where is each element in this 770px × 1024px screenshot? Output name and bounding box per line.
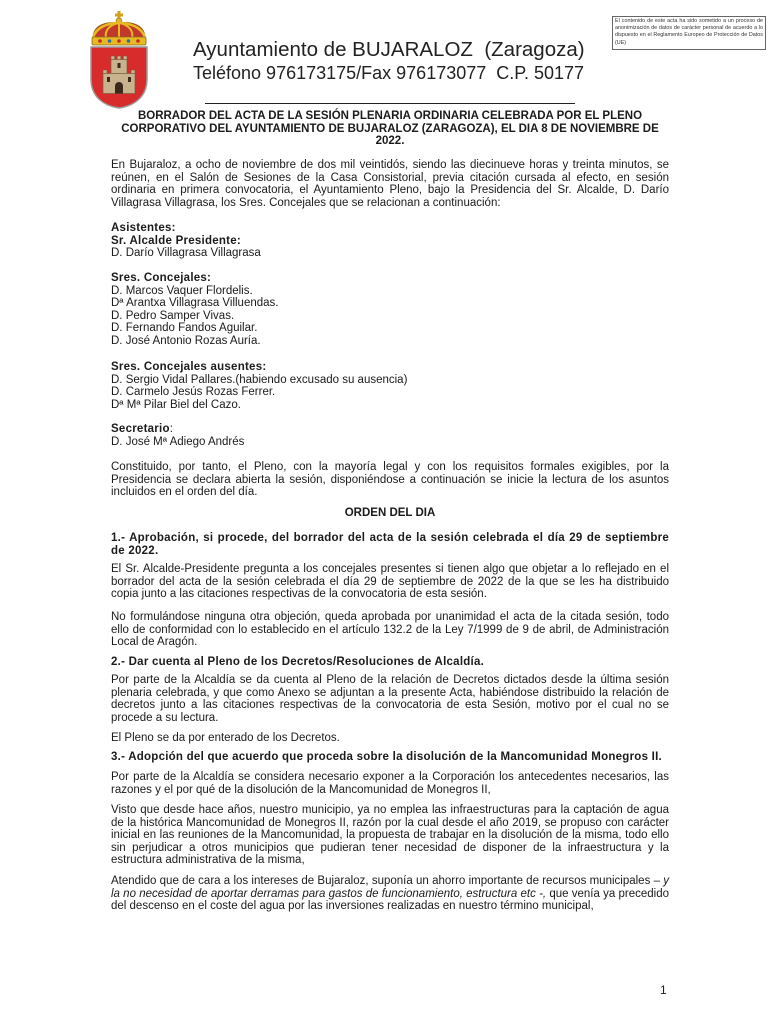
intro-paragraph: En Bujaraloz, a ocho de noviembre de dos mil veintidós, siendo las diecinueve horas y treinta minutos, se reúnen, en el Salón de Sesiones de la Casa Consistorial, previa citación cursada al efecto, en sesión ordinaria en primera convocatoria, el Ayuntamiento Pleno, bajo la Presidencia del Sr. Alcalde, D. Darío Villagrasa Villagrasa, los Sres. Concejales que se relacionan a continuación:: [111, 159, 669, 209]
secretary-heading-colon: :: [169, 423, 173, 435]
agenda-item-3-heading: 3.- Adopción del que acuerdo que proceda sobre la disolución de la Mancomunidad Monegros II.: [111, 751, 663, 763]
constitution-paragraph: Constituido, por tanto, el Pleno, con la mayoría legal y con los requisitos formales exigibles, por la Presidencia se declara abierta la sesión, disponiéndose a continuación se inicie la lectura de los asuntos incluidos en el orden del día.: [111, 461, 669, 498]
agenda-item-3-paragraph: Visto que desde hace años, nuestro municipio, ya no emplea las infraestructuras para la captación de agua de la histórica Mancomunidad de Monegros II, razón por la cual desde el año 2019, se propuso con carácter inicial en las reuniones de la Mancomunidad, la propuesta de trabajar en la disolución de la misma, todo ello sin perjudicar a otros municipios que pudieran tener necesidad de disponer de la infraestructura y la estructura administrativa de la misma,: [111, 804, 669, 866]
agenda-item-1-paragraph: No formulándose ninguna otra objeción, queda aprobada por unanimidad el acta de la citada sesión, todo ello de conformidad con lo establecido en el artículo 132.2 de la Ley 7/1999 de 9 de abril, de Administración Local de Aragón.: [111, 611, 669, 648]
absent-councillors-heading: Sres. Concejales ausentes:: [111, 361, 267, 373]
document-title: BORRADOR DEL ACTA DE LA SESIÓN PLENARIA ORDINARIA CELEBRADA POR EL PLENO CORPORATIVO DEL AYUNTAMIENTO DE BUJARALOZ (ZARAGOZA), EL DIA 8 DE NOVIEMBRE DE 2022.: [121, 110, 659, 147]
coat-of-arms-icon: [84, 11, 154, 109]
attendees-block: [111, 222, 669, 260]
agenda-item-2-paragraph: El Pleno se da por enterado de los Decretos.: [111, 732, 340, 744]
councillors-block: [111, 272, 669, 347]
secretary-heading: [111, 423, 669, 436]
councillors-heading: Sres. Concejales:: [111, 272, 212, 284]
councillor-name: Dª Arantxa Villagrasa Villuendas.: [111, 297, 279, 309]
councillor-name: D. Fernando Fandos Aguilar.: [111, 322, 258, 334]
absent-councillor-name: D. Carmelo Jesús Rozas Ferrer.: [111, 386, 276, 398]
absent-councillor-name: Dª Mª Pilar Biel del Cazo.: [111, 398, 241, 411]
agenda-item-1-paragraph: El Sr. Alcalde-Presidente pregunta a los concejales presentes si tienen algo que objetar a lo reflejado en el borrador del acta de la sesión celebrada el día 29 de septiembre de 2022 de la que se les ha distribuido copia junto a las citaciones respectivas de la convocatoria de esta sesión.: [111, 563, 669, 600]
closing-paragraph-italic: y la no necesidad de aportar derramas para gastos de funcionamiento, estructura etc -,: [111, 875, 669, 900]
councillor-name: D. Pedro Samper Vivas.: [111, 309, 235, 322]
mayor-heading: Sr. Alcalde Presidente:: [111, 234, 241, 247]
municipality-contact: Teléfono 976173175/Fax 976173077 C.P. 50177: [193, 63, 584, 83]
agenda-item-2-heading: 2.- Dar cuenta al Pleno de los Decretos/Resoluciones de Alcaldía.: [111, 656, 485, 668]
municipality-title: Ayuntamiento de BUJARALOZ (Zaragoza): [193, 38, 585, 61]
secretary-heading-label: Secretario: [111, 423, 170, 435]
agenda-item-1-heading: 1.- Aprobación, si procede, del borrador del acta de la sesión celebrada el día 29 de septiembre de 2022.: [111, 532, 669, 557]
closing-paragraph-start: Atendido que de cara a los intereses de Bujaraloz, suponía un ahorro importante de recursos municipales –: [111, 875, 664, 887]
header-divider: [205, 103, 575, 104]
closing-paragraph-end: que venía ya precedido del descenso en el coste del agua por las inversiones realizadas en nuestro término municipal,: [111, 887, 669, 912]
agenda-item-3-closing-paragraph: [111, 875, 669, 913]
councillor-name: D. Marcos Vaquer Flordelis.: [111, 284, 253, 297]
agenda-item-2-paragraph: Por parte de la Alcaldía se da cuenta al Pleno de la relación de Decretos dictados desde la última sesión plenaria celebrada, y que como Anexo se adjuntan a la presente Acta, habiéndose distribuido la relación de decretos junto a las citaciones respectivas de la convocatoria de esta Sesión, motivo por el cual no se procede a su lectura.: [111, 674, 669, 724]
agenda-heading: ORDEN DEL DIA: [344, 507, 436, 519]
attendees-heading: Asistentes:: [111, 222, 176, 234]
mayor-name: D. Darío Villagrasa Villagrasa: [111, 247, 261, 259]
agenda-item-3-paragraph: Por parte de la Alcaldía se considera necesario exponer a la Corporación los antecedentes necesarios, las razones y el por qué de la disolución de la Mancomunidad de Monegros II,: [111, 771, 669, 796]
absent-councillor-name: D. Sergio Vidal Pallares.(habiendo excusado su ausencia): [111, 373, 408, 386]
secretary-name: D. José Mª Adiego Andrés: [111, 435, 245, 448]
absent-councillors-block: [111, 361, 669, 411]
page-number: 1: [660, 983, 667, 997]
councillor-name: D. José Antonio Rozas Auría.: [111, 334, 261, 347]
data-protection-notice: El contenido de este acta ha sido sometido a un proceso de anonimización de datos de carácter personal de acuerdo a lo dispuesto en el Reglamento Europeo de Protección de Datos (UE): [612, 16, 766, 50]
secretary-block: [111, 423, 669, 448]
